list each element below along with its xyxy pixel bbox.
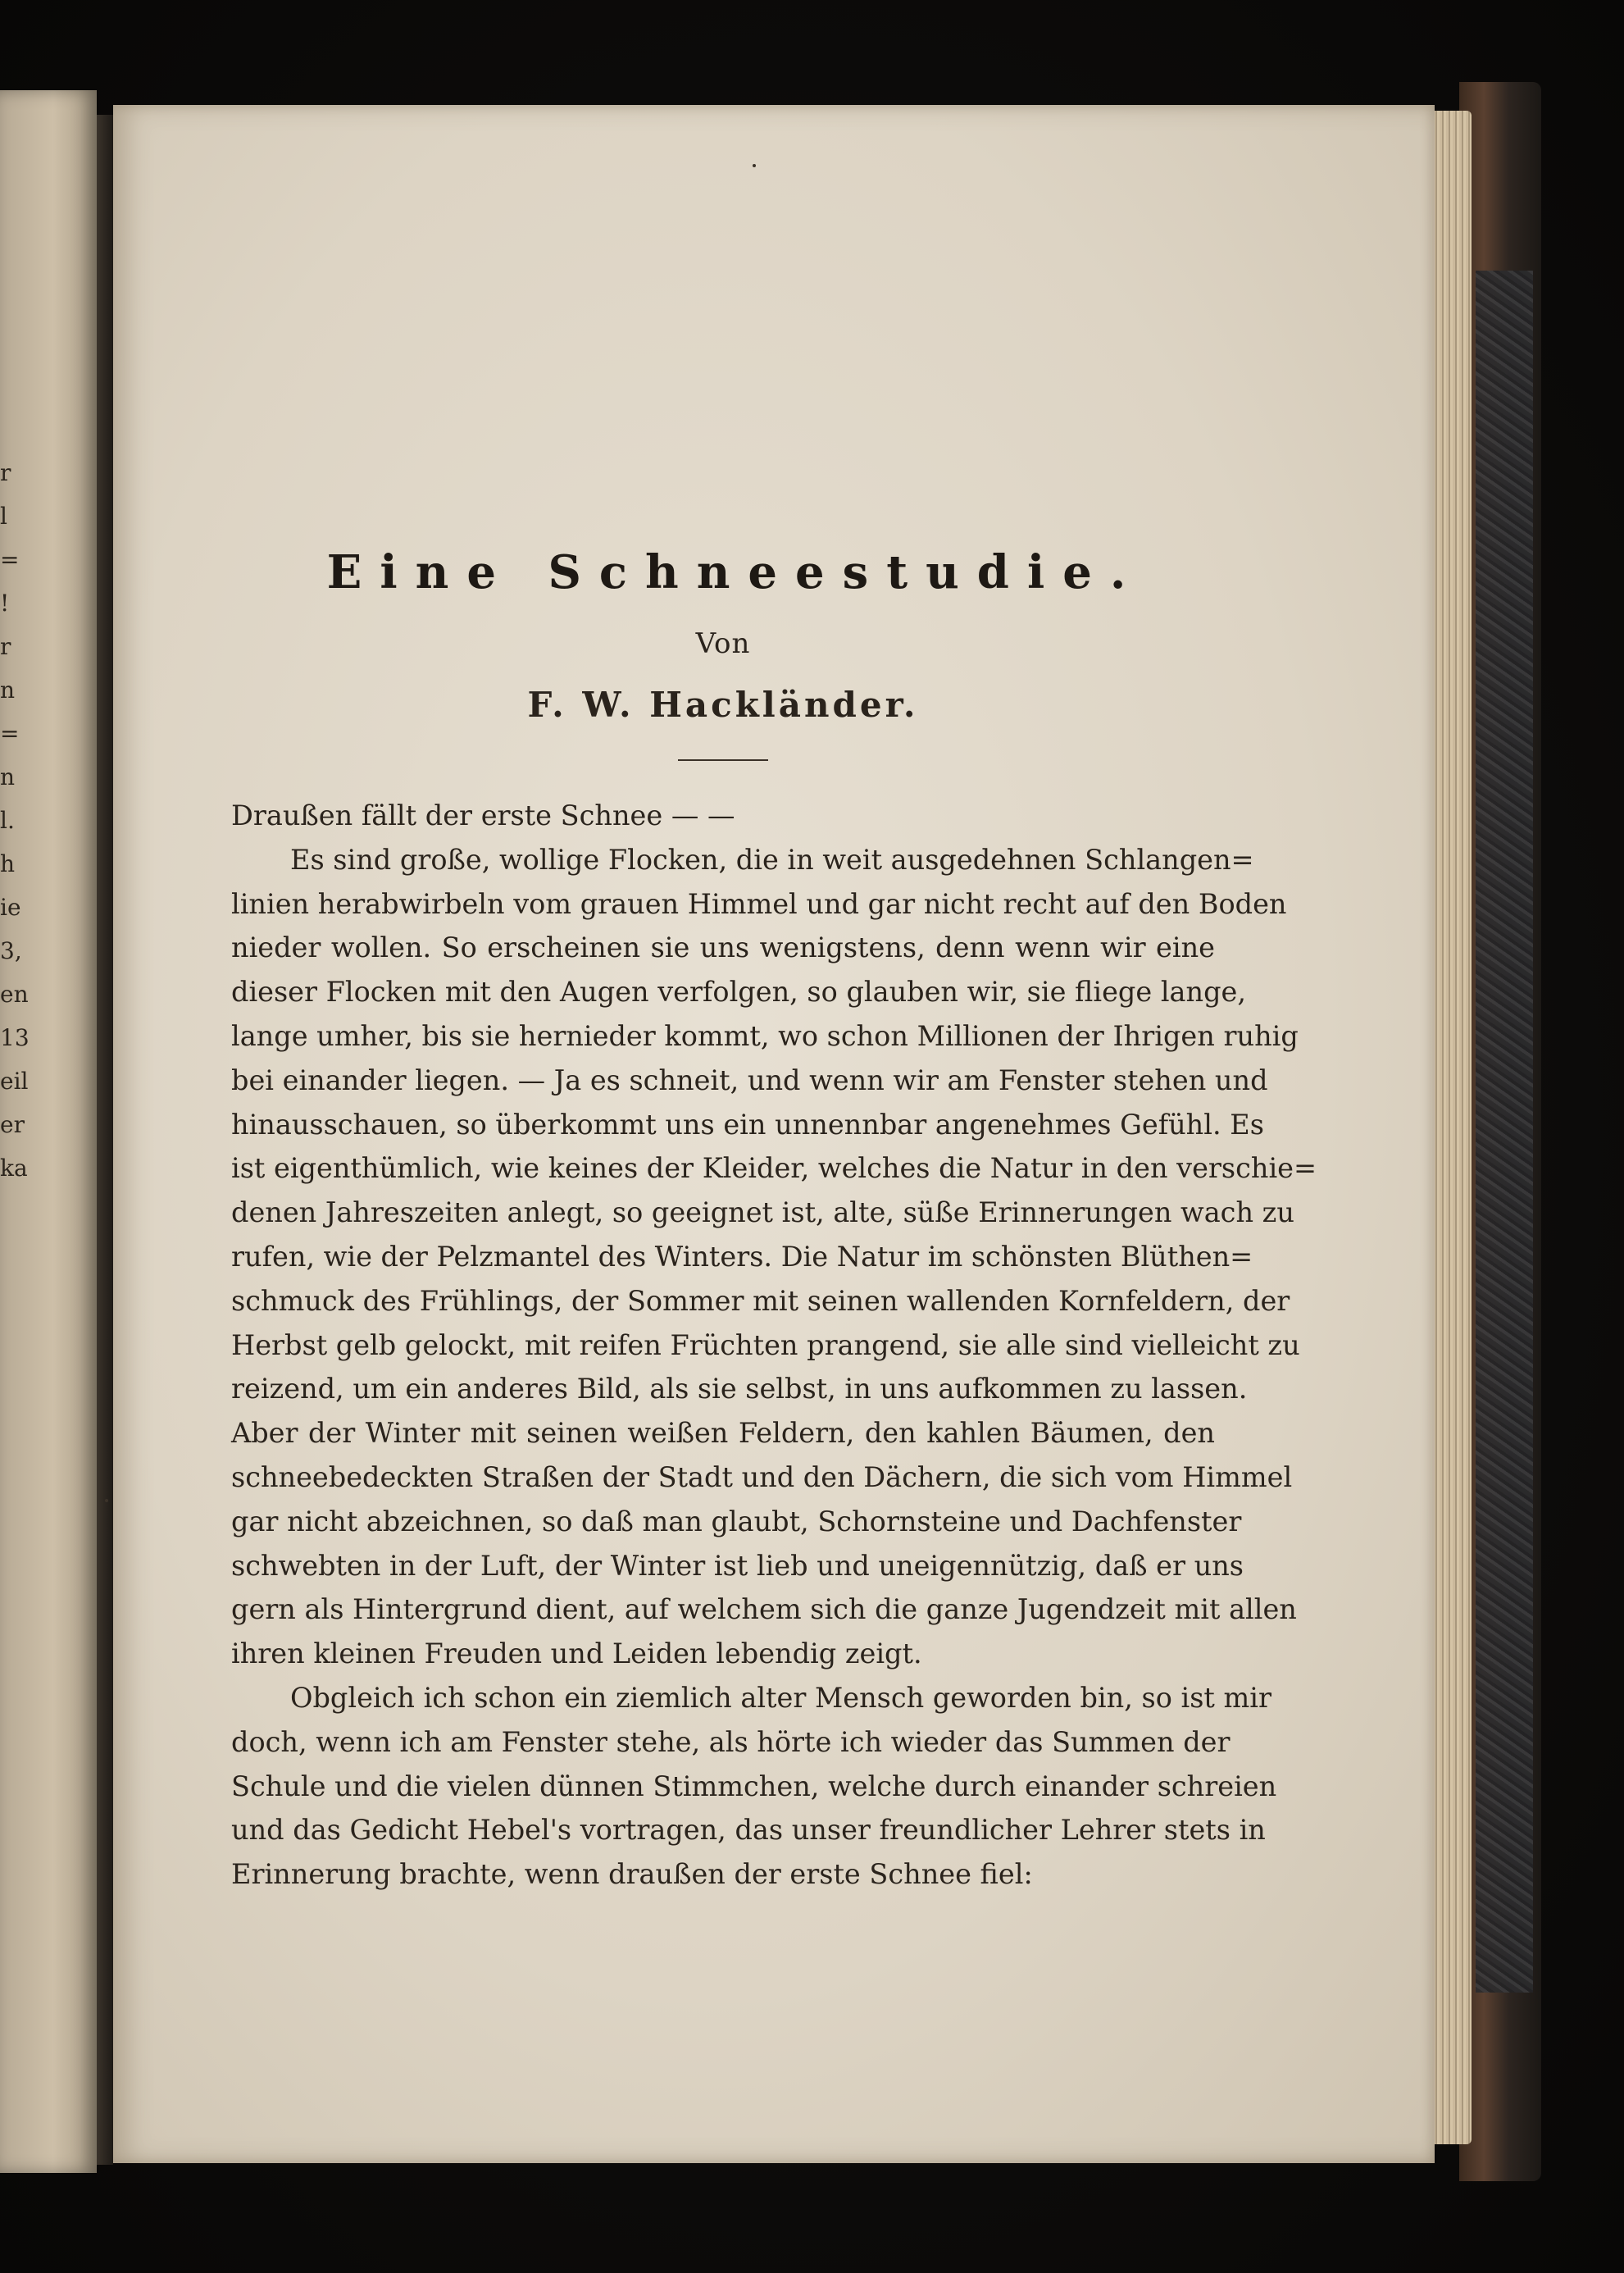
ink-speck (753, 164, 756, 167)
text-line: ihren kleinen Freuden und Leiden lebendig zeigt. (231, 1638, 922, 1670)
article-title: Eine Schneestudie. (326, 545, 1144, 599)
text-line: Erinnerung brachte, wenn draußen der erste Schnee fiel: (231, 1858, 1033, 1891)
margin-glyph: 3, (0, 937, 22, 964)
margin-glyph: n (0, 763, 16, 790)
margin-glyph: = (0, 546, 20, 573)
title-divider (678, 759, 768, 761)
text-line: bei einander liegen. — Ja es schneit, und wenn wir am Fenster stehen und (231, 1064, 1268, 1096)
book-gutter (97, 115, 113, 2165)
text-line: rufen, wie der Pelzmantel des Winters. Die Natur im schönsten Blüthen= (231, 1240, 1253, 1273)
text-line: doch, wenn ich am Fenster stehe, als hörte ich wieder das Summen der (231, 1725, 1231, 1758)
ink-speck (105, 1499, 108, 1502)
margin-glyph: ! (0, 590, 10, 617)
paragraph (231, 1676, 1277, 1897)
text-line: Aber der Winter mit seinen weißen Feldern, den kahlen Bäumen, den (231, 1417, 1215, 1450)
margin-glyph: = (0, 720, 20, 747)
paragraph (231, 838, 1317, 1676)
text-line: schwebten in der Luft, der Winter ist lieb und uneigennützig, daß er uns (231, 1549, 1244, 1582)
margin-glyph: h (0, 850, 16, 877)
text-line: linien herabwirbeln vom grauen Himmel und gar nicht recht auf den Boden (231, 887, 1287, 920)
margin-glyph: en (0, 981, 29, 1008)
text-line: denen Jahreszeiten anlegt, so geeignet ist, alte, süße Erinnerungen wach zu (231, 1196, 1294, 1229)
text-line: schneebedeckten Straßen der Stadt und den Dächern, die sich vom Himmel (231, 1460, 1293, 1493)
text-line: gar nicht abzeichnen, so daß man glaubt, Schornsteine und Dachfenster (231, 1505, 1242, 1537)
text-line: reizend, um ein anderes Bild, als sie selbst, in uns aufkommen zu lassen. (231, 1373, 1248, 1405)
cover-cloth-texture (1476, 271, 1533, 1993)
text-line: Herbst gelb gelockt, mit reifen Früchten prangend, sie alle sind vielleicht zu (231, 1328, 1300, 1361)
margin-glyph: 13 (0, 1024, 30, 1051)
text-line: und das Gedicht Hebel's vortragen, das unser freundlicher Lehrer stets in (231, 1814, 1266, 1847)
margin-glyph: l. (0, 807, 15, 834)
text-line: ist eigenthümlich, wie keines der Kleider, welches die Natur in den verschie= (231, 1152, 1317, 1185)
article (231, 545, 1317, 1897)
paragraph (231, 794, 1215, 838)
margin-glyph: ka (0, 1155, 28, 1182)
text-line: hinausschauen, so überkommt uns ein unnennbar angenehmes Gefühl. Es (231, 1108, 1264, 1141)
text-line: Es sind große, wollige Flocken, die in weit ausgedehnen Schlangen= (290, 843, 1254, 876)
margin-glyph: er (0, 1111, 25, 1138)
article-body (231, 794, 1317, 1897)
margin-glyph: r (0, 633, 11, 660)
text-line: Schule und die vielen dünnen Stimmchen, welche durch einander schreien (231, 1770, 1277, 1802)
margin-glyph: ie (0, 894, 21, 921)
margin-glyph: l (0, 503, 7, 530)
text-line: dieser Flocken mit den Augen verfolgen, so glauben wir, sie fliege lange, (231, 976, 1247, 1009)
margin-glyph: eil (0, 1068, 29, 1095)
margin-glyph: n (0, 676, 16, 704)
text-line: nieder wollen. So erscheinen sie uns wenigstens, denn wenn wir eine (231, 932, 1215, 964)
text-line: Draußen fällt der erste Schnee — — (231, 799, 735, 831)
article-author: F. W. Hackländer. (527, 685, 919, 725)
text-line: lange umher, bis sie hernieder kommt, wo schon Millionen der Ihrigen ruhig (231, 1019, 1299, 1052)
text-line: gern als Hintergrund dient, auf welchem sich die ganze Jugendzeit mit allen (231, 1593, 1297, 1626)
previous-page-edge (0, 90, 97, 2173)
text-line: schmuck des Frühlings, der Sommer mit seinen wallenden Kornfeldern, der (231, 1284, 1290, 1317)
margin-glyph: r (0, 459, 11, 486)
byline-prefix: Von (695, 627, 751, 660)
previous-page-margin-text (0, 451, 30, 1190)
text-line: Obgleich ich schon ein ziemlich alter Mensch geworden bin, so ist mir (290, 1681, 1272, 1714)
